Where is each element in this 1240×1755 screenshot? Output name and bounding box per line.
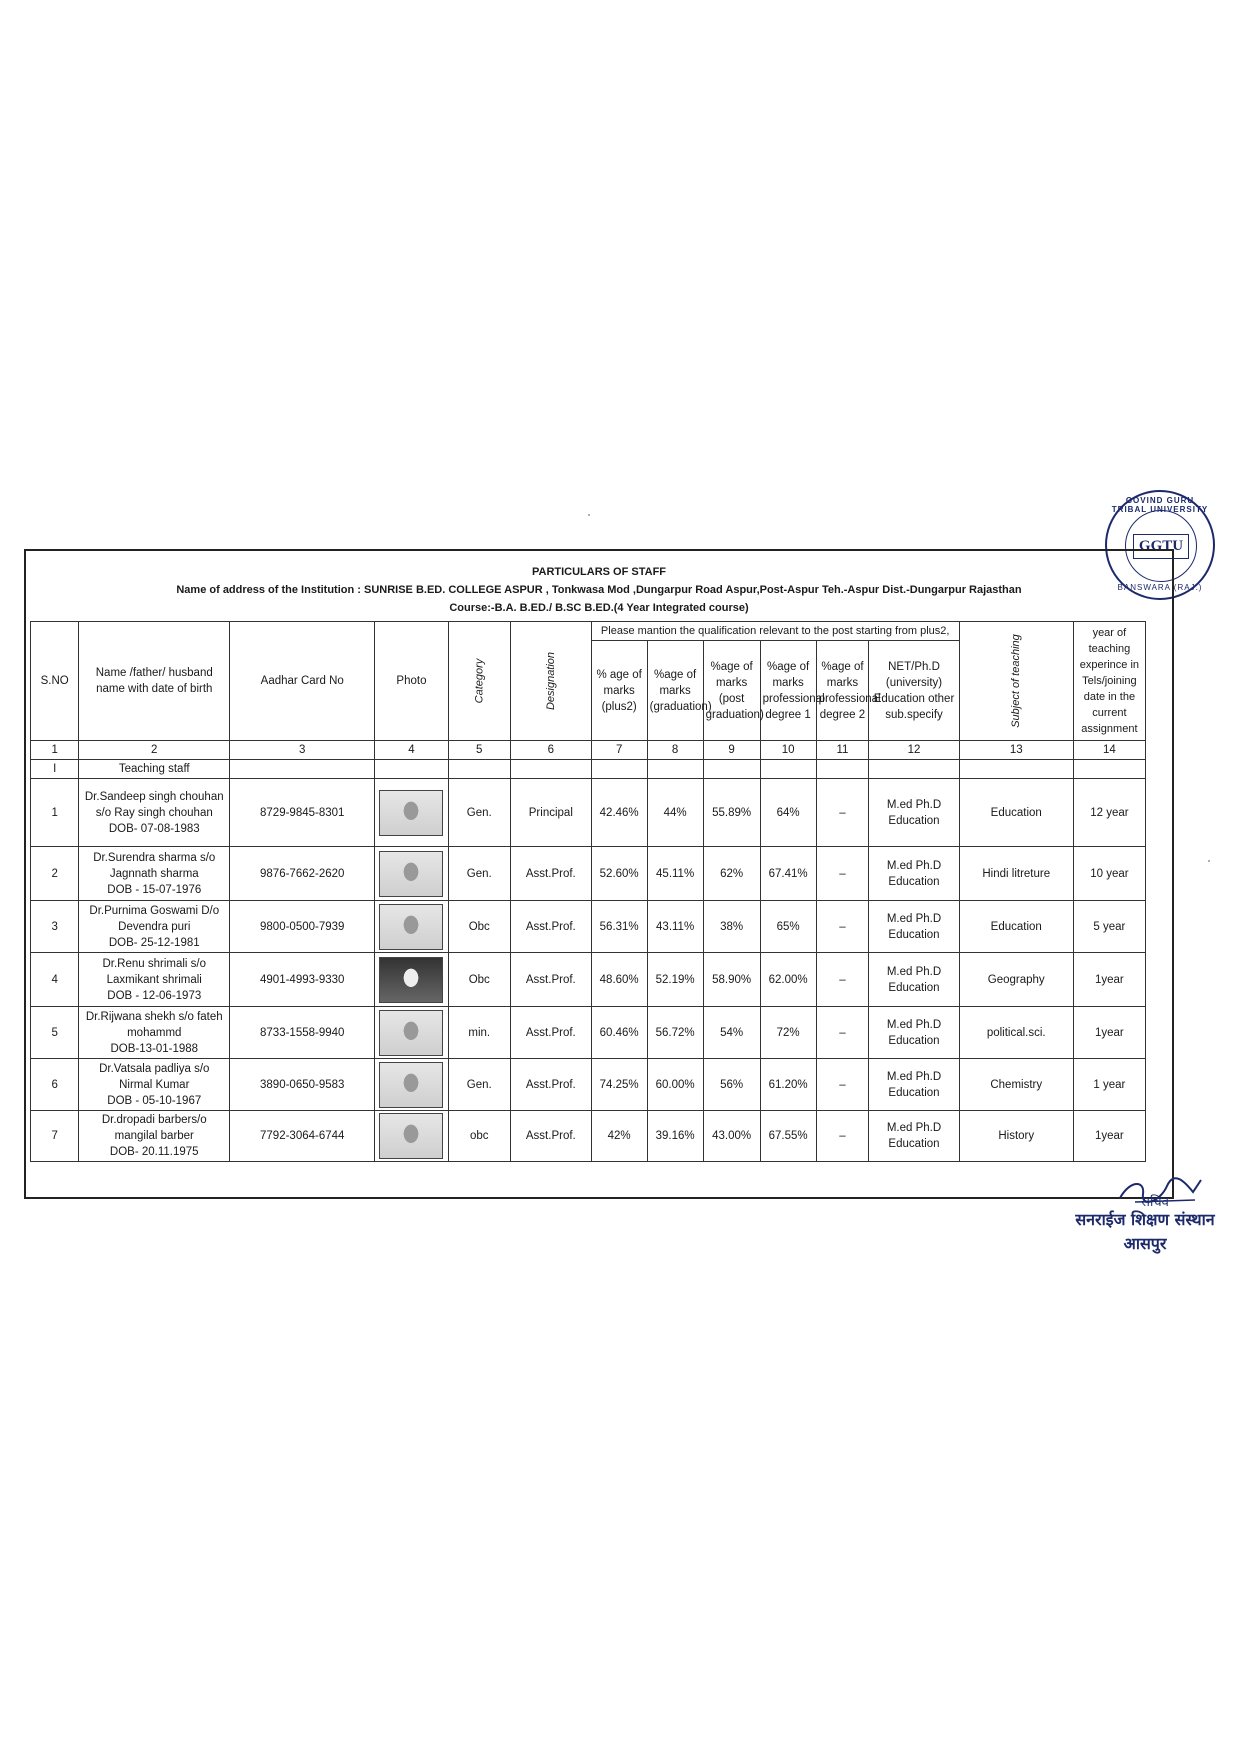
category-cell: min. bbox=[448, 1007, 510, 1059]
staff-table bbox=[30, 621, 1146, 1162]
column-number: 2 bbox=[79, 741, 230, 760]
header-subject: Subject of teaching bbox=[959, 622, 1073, 741]
header-post-graduation: %age of marks (post graduation) bbox=[703, 641, 760, 741]
designation-cell: Asst.Prof. bbox=[510, 953, 591, 1007]
column-number: 8 bbox=[647, 741, 703, 760]
prof-degree-1-cell: 67.41% bbox=[760, 847, 816, 901]
column-number: 5 bbox=[448, 741, 510, 760]
header-name: Name /father/ husband name with date of birth bbox=[79, 622, 230, 741]
header-plus2: % age of marks (plus2) bbox=[591, 641, 647, 741]
section-label: Teaching staff bbox=[79, 760, 230, 779]
graduation-cell: 39.16% bbox=[647, 1111, 703, 1162]
institution-line bbox=[26, 581, 1172, 599]
prof-degree-2-cell: – bbox=[816, 1007, 869, 1059]
name-cell bbox=[79, 1007, 230, 1059]
column-number: 12 bbox=[869, 741, 959, 760]
net-phd-cell: M.ed Ph.D Education bbox=[869, 1059, 959, 1111]
aadhar-cell: 4901-4993-9330 bbox=[230, 953, 375, 1007]
subject-cell: Geography bbox=[959, 953, 1073, 1007]
net-phd-cell: M.ed Ph.D Education bbox=[869, 1007, 959, 1059]
header-photo: Photo bbox=[375, 622, 448, 741]
subject-cell: political.sci. bbox=[959, 1007, 1073, 1059]
designation-cell: Principal bbox=[510, 779, 591, 847]
staff-photo bbox=[379, 1010, 443, 1056]
subject-cell: Education bbox=[959, 779, 1073, 847]
photo-cell bbox=[375, 1007, 448, 1059]
table-row bbox=[31, 901, 1146, 953]
staff-dob: DOB - 12-06-1973 bbox=[107, 989, 202, 1002]
header-net-phd: NET/Ph.D (university) Education other sub.specify bbox=[869, 641, 959, 741]
staff-photo bbox=[379, 851, 443, 897]
speck bbox=[588, 514, 590, 516]
signature-line-1: सनराईज शिक्षण संस्थान bbox=[1075, 1210, 1215, 1229]
signature-line-2: आसपुर bbox=[1123, 1234, 1167, 1253]
post-graduation-cell: 38% bbox=[703, 901, 760, 953]
header-designation: Designation bbox=[510, 622, 591, 741]
staff-dob: DOB- 07-08-1983 bbox=[108, 822, 200, 835]
sno-cell: 1 bbox=[31, 779, 79, 847]
speck bbox=[1208, 860, 1210, 862]
name-cell bbox=[79, 953, 230, 1007]
table-row bbox=[31, 953, 1146, 1007]
signature-designation: सचिव bbox=[1141, 1195, 1169, 1210]
staff-name: Dr.Vatsala padliya s/o Nirmal Kumar bbox=[99, 1062, 210, 1091]
column-number: 9 bbox=[703, 741, 760, 760]
prof-degree-1-cell: 62.00% bbox=[760, 953, 816, 1007]
column-number-row bbox=[31, 741, 1146, 760]
header-aadhar: Aadhar Card No bbox=[230, 622, 375, 741]
staff-name: Dr.Renu shrimali s/o Laxmikant shrimali bbox=[102, 957, 207, 986]
category-cell: Obc bbox=[448, 953, 510, 1007]
designation-cell: Asst.Prof. bbox=[510, 1007, 591, 1059]
staff-dob: DOB - 05-10-1967 bbox=[107, 1094, 202, 1107]
staff-dob: DOB-13-01-1988 bbox=[110, 1042, 199, 1055]
graduation-cell: 44% bbox=[647, 779, 703, 847]
plus2-cell: 52.60% bbox=[591, 847, 647, 901]
staff-name: Dr.Purnima Goswami D/o Devendra puri bbox=[89, 904, 220, 933]
experience-cell: 5 year bbox=[1073, 901, 1145, 953]
photo-cell bbox=[375, 779, 448, 847]
name-cell bbox=[79, 847, 230, 901]
sno-cell: 7 bbox=[31, 1111, 79, 1162]
post-graduation-cell: 62% bbox=[703, 847, 760, 901]
staff-photo bbox=[379, 790, 443, 836]
photo-cell bbox=[375, 1111, 448, 1162]
table-row bbox=[31, 779, 1146, 847]
prof-degree-1-cell: 72% bbox=[760, 1007, 816, 1059]
graduation-cell: 60.00% bbox=[647, 1059, 703, 1111]
seal-ring-bottom: BANSWARA (RAJ.) bbox=[1117, 583, 1203, 592]
photo-cell bbox=[375, 847, 448, 901]
table-row bbox=[31, 1111, 1146, 1162]
plus2-cell: 42% bbox=[591, 1111, 647, 1162]
post-graduation-cell: 55.89% bbox=[703, 779, 760, 847]
category-cell: obc bbox=[448, 1111, 510, 1162]
header-sno: S.NO bbox=[31, 622, 79, 741]
table-row bbox=[31, 1059, 1146, 1111]
column-number: 14 bbox=[1073, 741, 1145, 760]
graduation-cell: 56.72% bbox=[647, 1007, 703, 1059]
prof-degree-2-cell: – bbox=[816, 1059, 869, 1111]
column-number: 4 bbox=[375, 741, 448, 760]
document-title: PARTICULARS OF STAFF bbox=[531, 566, 667, 578]
sno-cell: 2 bbox=[31, 847, 79, 901]
prof-degree-2-cell: – bbox=[816, 847, 869, 901]
name-cell bbox=[79, 901, 230, 953]
staff-dob: DOB - 15-07-1976 bbox=[107, 883, 202, 896]
institution-label: Name of address of the Institution : bbox=[176, 584, 361, 596]
column-number: 7 bbox=[591, 741, 647, 760]
staff-name: Dr.Surendra sharma s/o Jagnnath sharma bbox=[93, 851, 216, 880]
category-cell: Obc bbox=[448, 901, 510, 953]
name-cell bbox=[79, 1059, 230, 1111]
section-number: I bbox=[31, 760, 79, 779]
experience-cell: 1year bbox=[1073, 953, 1145, 1007]
prof-degree-2-cell: – bbox=[816, 901, 869, 953]
name-cell bbox=[79, 1111, 230, 1162]
photo-cell bbox=[375, 1059, 448, 1111]
table-row bbox=[31, 1007, 1146, 1059]
subject-cell: Chemistry bbox=[959, 1059, 1073, 1111]
header-prof-degree-1: %age of marks professional degree 1 bbox=[760, 641, 816, 741]
category-cell: Gen. bbox=[448, 847, 510, 901]
sno-cell: 5 bbox=[31, 1007, 79, 1059]
plus2-cell: 74.25% bbox=[591, 1059, 647, 1111]
signature-block bbox=[1055, 1178, 1235, 1268]
designation-cell: Asst.Prof. bbox=[510, 901, 591, 953]
aadhar-cell: 8729-9845-8301 bbox=[230, 779, 375, 847]
post-graduation-cell: 54% bbox=[703, 1007, 760, 1059]
subject-cell: History bbox=[959, 1111, 1073, 1162]
photo-cell bbox=[375, 901, 448, 953]
header-qualification-group: Please mantion the qualification relevant to the post starting from plus2, bbox=[591, 622, 959, 641]
designation-cell: Asst.Prof. bbox=[510, 1111, 591, 1162]
staff-photo bbox=[379, 1113, 443, 1159]
category-cell: Gen. bbox=[448, 1059, 510, 1111]
staff-body bbox=[31, 779, 1146, 1162]
post-graduation-cell: 43.00% bbox=[703, 1111, 760, 1162]
staff-dob: DOB- 25-12-1981 bbox=[108, 936, 200, 949]
staff-photo bbox=[379, 1062, 443, 1108]
institution-name: SUNRISE B.ED. COLLEGE ASPUR , Tonkwasa Mod ,Dungarpur Road Aspur,Post-Aspur Teh.-Aspur Dist.-Dungarpur Rajasthan bbox=[364, 584, 1022, 596]
aadhar-cell: 3890-0650-9583 bbox=[230, 1059, 375, 1111]
column-number: 13 bbox=[959, 741, 1073, 760]
subject-cell: Education bbox=[959, 901, 1073, 953]
plus2-cell: 48.60% bbox=[591, 953, 647, 1007]
column-number: 6 bbox=[510, 741, 591, 760]
experience-cell: 1year bbox=[1073, 1007, 1145, 1059]
table-row bbox=[31, 847, 1146, 901]
plus2-cell: 56.31% bbox=[591, 901, 647, 953]
column-number: 1 bbox=[31, 741, 79, 760]
staff-name: Dr.dropadi barbers/o mangilal barber bbox=[101, 1114, 207, 1142]
category-cell: Gen. bbox=[448, 779, 510, 847]
course-line: Course:-B.A. B.ED./ B.SC B.ED.(4 Year Integrated course) bbox=[449, 602, 749, 614]
staff-photo bbox=[379, 904, 443, 950]
sno-cell: 4 bbox=[31, 953, 79, 1007]
net-phd-cell: M.ed Ph.D Education bbox=[869, 779, 959, 847]
seal-ring-text: GOVIND GURU TRIBAL UNIVERSITY bbox=[1111, 496, 1209, 514]
staff-dob: DOB- 20.11.1975 bbox=[109, 1146, 199, 1158]
plus2-cell: 60.46% bbox=[591, 1007, 647, 1059]
column-number: 3 bbox=[230, 741, 375, 760]
staff-name: Dr.Rijwana shekh s/o fateh mohammd bbox=[85, 1010, 223, 1039]
plus2-cell: 42.46% bbox=[591, 779, 647, 847]
experience-cell: 12 year bbox=[1073, 779, 1145, 847]
staff-name: Dr.Sandeep singh chouhan s/o Ray singh chouhan bbox=[84, 790, 224, 819]
header-category: Category bbox=[448, 622, 510, 741]
experience-cell: 10 year bbox=[1073, 847, 1145, 901]
designation-cell: Asst.Prof. bbox=[510, 1059, 591, 1111]
prof-degree-1-cell: 67.55% bbox=[760, 1111, 816, 1162]
graduation-cell: 45.11% bbox=[647, 847, 703, 901]
prof-degree-2-cell: – bbox=[816, 779, 869, 847]
experience-cell: 1year bbox=[1073, 1111, 1145, 1162]
prof-degree-2-cell: – bbox=[816, 953, 869, 1007]
post-graduation-cell: 56% bbox=[703, 1059, 760, 1111]
designation-cell: Asst.Prof. bbox=[510, 847, 591, 901]
prof-degree-1-cell: 64% bbox=[760, 779, 816, 847]
prof-degree-1-cell: 61.20% bbox=[760, 1059, 816, 1111]
net-phd-cell: M.ed Ph.D Education bbox=[869, 847, 959, 901]
prof-degree-1-cell: 65% bbox=[760, 901, 816, 953]
graduation-cell: 52.19% bbox=[647, 953, 703, 1007]
prof-degree-2-cell: – bbox=[816, 1111, 869, 1162]
graduation-cell: 43.11% bbox=[647, 901, 703, 953]
sno-cell: 3 bbox=[31, 901, 79, 953]
net-phd-cell: M.ed Ph.D Education bbox=[869, 1111, 959, 1162]
net-phd-cell: M.ed Ph.D Education bbox=[869, 953, 959, 1007]
header-experience: year of teaching experince in Tels/joining date in the current assignment bbox=[1073, 622, 1145, 741]
sno-cell: 6 bbox=[31, 1059, 79, 1111]
post-graduation-cell: 58.90% bbox=[703, 953, 760, 1007]
document-header bbox=[26, 551, 1172, 617]
header-prof-degree-2: %age of marks professional degree 2 bbox=[816, 641, 869, 741]
column-number: 10 bbox=[760, 741, 816, 760]
name-cell bbox=[79, 779, 230, 847]
header-graduation: %age of marks (graduation) bbox=[647, 641, 703, 741]
photo-cell bbox=[375, 953, 448, 1007]
column-number: 11 bbox=[816, 741, 869, 760]
aadhar-cell: 9876-7662-2620 bbox=[230, 847, 375, 901]
aadhar-cell: 9800-0500-7939 bbox=[230, 901, 375, 953]
seal-monogram: GGTU bbox=[1133, 534, 1189, 559]
experience-cell: 1 year bbox=[1073, 1059, 1145, 1111]
subject-cell: Hindi litreture bbox=[959, 847, 1073, 901]
aadhar-cell: 7792-3064-6744 bbox=[230, 1111, 375, 1162]
net-phd-cell: M.ed Ph.D Education bbox=[869, 901, 959, 953]
staff-photo bbox=[379, 957, 443, 1003]
aadhar-cell: 8733-1558-9940 bbox=[230, 1007, 375, 1059]
